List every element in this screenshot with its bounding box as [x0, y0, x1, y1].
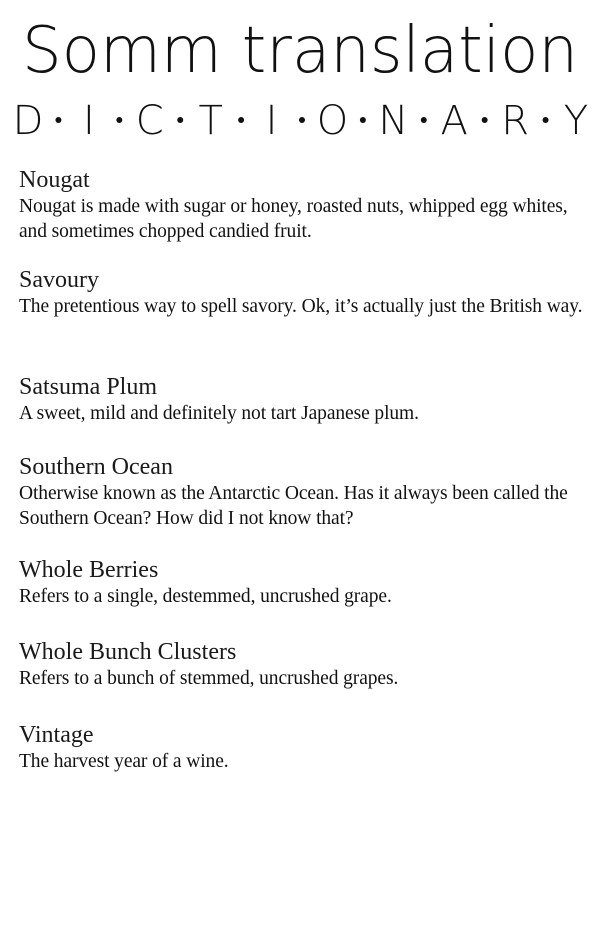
header-lettering	[12, 4, 590, 144]
dictionary-entry	[19, 721, 589, 774]
subtitle-dot	[299, 117, 305, 123]
entry-definition: Nougat is made with sugar or honey, roasted nuts, whipped egg whites, and sometimes chopped candied fruit.	[19, 196, 568, 242]
entry-definition: The harvest year of a wine.	[19, 751, 229, 772]
subtitle-dot	[116, 117, 122, 123]
subtitle-dot	[421, 117, 427, 123]
dictionary-entry	[19, 453, 589, 531]
entry-term: Nougat	[19, 167, 90, 193]
subtitle-dot	[543, 117, 549, 123]
dictionary-entry	[19, 638, 589, 691]
entry-term: Vintage	[19, 722, 94, 748]
page-header	[12, 4, 590, 144]
entry-definition: Refers to a bunch of stemmed, uncrushed grapes.	[19, 668, 399, 689]
dictionary-entry	[19, 266, 589, 319]
entry-definition: The pretentious way to spell savory. Ok, it’s actually just the British way.	[19, 296, 583, 317]
subtitle-dot	[55, 117, 61, 123]
entry-definition: Refers to a single, destemmed, uncrushed grape.	[19, 586, 392, 607]
subtitle-letter: N	[378, 98, 409, 144]
entry-term: Savoury	[19, 267, 99, 293]
dictionary-entry	[19, 373, 589, 426]
subtitle-letter: T	[198, 98, 223, 144]
subtitle-dictionary	[13, 98, 589, 144]
dictionary-entry	[19, 166, 589, 244]
subtitle-letter: I	[82, 98, 95, 144]
entry-term: Satsuma Plum	[19, 374, 158, 400]
subtitle-letter: D	[12, 98, 44, 144]
subtitle-letter: C	[135, 98, 164, 144]
subtitle-letter: A	[440, 98, 468, 144]
entry-definition: A sweet, mild and definitely not tart Japanese plum.	[19, 403, 419, 424]
page-title: Somm translation	[22, 14, 578, 88]
subtitle-letter: R	[501, 98, 530, 144]
subtitle-letter: O	[316, 98, 349, 144]
entry-term: Whole Berries	[19, 557, 159, 583]
dictionary-entry	[19, 556, 589, 609]
subtitle-letter: Y	[563, 98, 589, 144]
entry-term: Whole Bunch Clusters	[19, 639, 237, 665]
subtitle-dot	[177, 117, 183, 123]
entry-term: Southern Ocean	[19, 454, 173, 480]
subtitle-dot	[482, 117, 488, 123]
entry-definition: Otherwise known as the Antarctic Ocean. Has it always been called the Southern Ocean? How did I not know that?	[19, 483, 568, 529]
subtitle-dot	[238, 117, 244, 123]
subtitle-dot	[360, 117, 366, 123]
subtitle-letter: I	[265, 98, 278, 144]
